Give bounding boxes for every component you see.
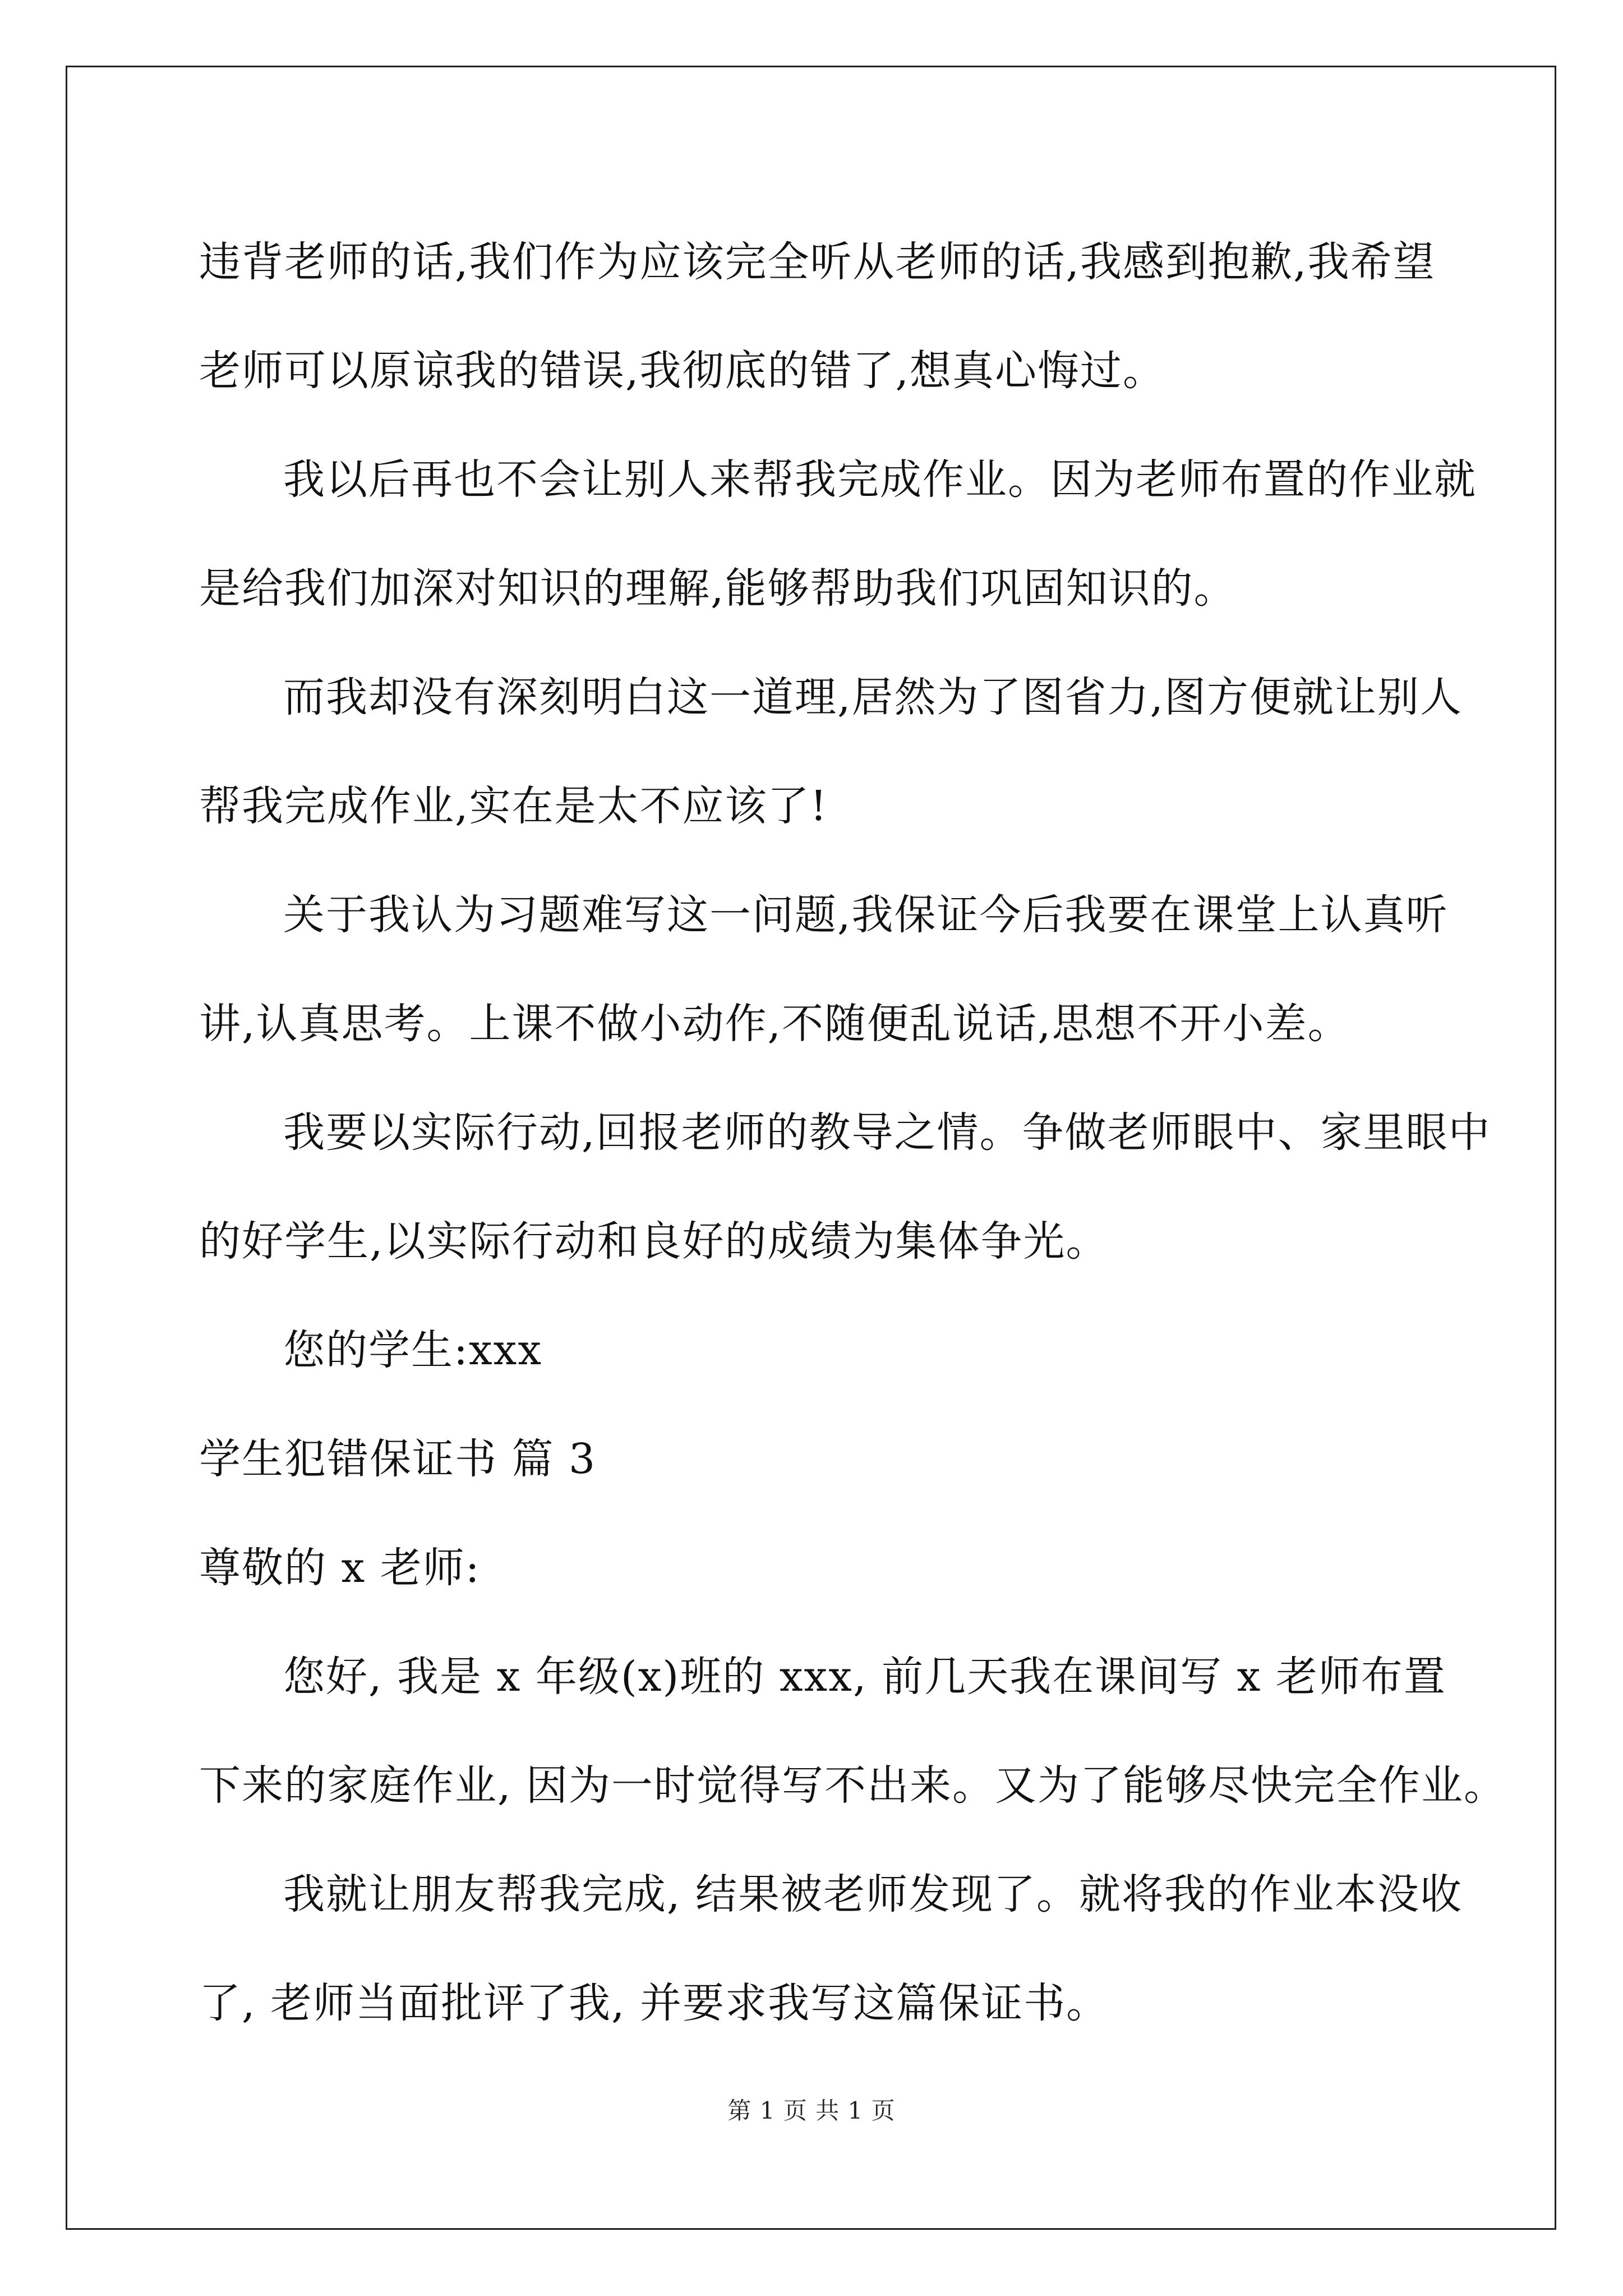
paragraph-line: 我以后再也不会让别人来帮我完成作业。因为老师布置的作业就 [283,455,1477,504]
page-number-footer: 第 1 页 共 1 页 [727,2097,896,2124]
document-body [199,208,1507,2058]
paragraph-line: 您好, 我是 x 年级(x)班的 xxx, 前几天我在课间写 x 老师布置 [283,1653,1446,1701]
text-line: 的好学生,以实际行动和良好的成绩为集体争光。 [199,1217,1109,1266]
section-heading: 学生犯错保证书 篇 3 [199,1435,597,1483]
text-line: 老师可以原谅我的错误,我彻底的错了,想真心悔过。 [199,347,1166,395]
salutation: 尊敬的 x 老师: [199,1544,481,1592]
text-line: 是给我们加深对知识的理解,能够帮助我们巩固知识的。 [199,564,1237,613]
paragraph-line: 我要以实际行动,回报老师的教导之情。争做老师眼中、家里眼中 [283,1108,1491,1157]
text-line: 下来的家庭作业, 因为一时觉得写不出来。又为了能够尽快完全作业。 [199,1761,1507,1810]
paragraph-line: 关于我认为习题难写这一问题,我保证今后我要在课堂上认真听 [283,891,1449,939]
text-line: 帮我完成作业,实在是太不应该了! [199,782,828,830]
signature-line: 您的学生:xxx [283,1326,543,1374]
text-line: 违背老师的话,我们作为应该完全听从老师的话,我感到抱歉,我希望 [199,238,1436,286]
paragraph-line: 我就让朋友帮我完成, 结果被老师发现了。就将我的作业本没收 [283,1870,1463,1918]
paragraph-line: 而我却没有深刻明白这一道理,居然为了图省力,图方便就让别人 [283,673,1463,721]
text-line: 了, 老师当面批评了我, 并要求我写这篇保证书。 [199,1979,1109,2027]
text-line: 讲,认真思考。上课不做小动作,不随便乱说话,思想不开小差。 [199,1000,1350,1048]
